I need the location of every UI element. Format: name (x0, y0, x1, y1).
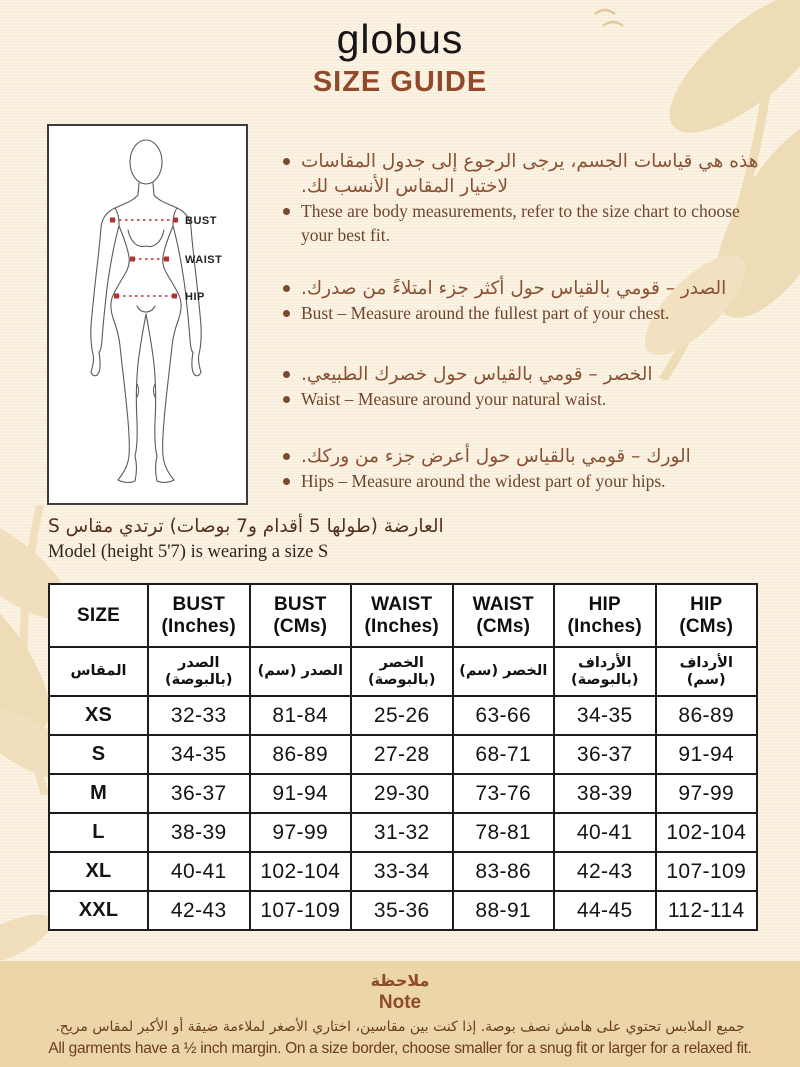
column-header: HIP (CMs) (656, 584, 758, 647)
column-header: BUST (Inches) (148, 584, 250, 647)
size-label-cell: XL (49, 852, 148, 891)
note-title-ar: ملاحظة (370, 971, 430, 990)
instructions-list (283, 149, 763, 522)
bullet-icon (283, 453, 290, 460)
measurement-cell: 34-35 (554, 696, 656, 735)
column-header-ar: الخصر (بالبوصة) (351, 647, 453, 696)
size-table-head (49, 584, 757, 696)
table-row (49, 813, 757, 852)
measurement-cell: 40-41 (148, 852, 250, 891)
brand-logo: globus (336, 16, 464, 62)
instruction-hips-ar: الورك – قومي بالقياس حول أعرض جزء من وركك. (301, 446, 691, 467)
model-note-en: Model (height 5'7) is wearing a size S (48, 542, 329, 562)
measurement-cell: 91-94 (656, 735, 758, 774)
column-header: BUST (CMs) (250, 584, 352, 647)
measurement-cell: 86-89 (250, 735, 352, 774)
measurement-cell: 102-104 (656, 813, 758, 852)
column-header-ar: الخصر (سم) (453, 647, 555, 696)
bullet-icon (283, 285, 290, 292)
instruction-hips (283, 444, 763, 493)
table-row (49, 696, 757, 735)
bullet-icon (283, 371, 290, 378)
bullet-icon (283, 478, 290, 485)
column-header-ar: الصدر (بالبوصة) (148, 647, 250, 696)
measurement-cell: 63-66 (453, 696, 555, 735)
instruction-bust-ar: الصدر – قومي بالقياس حول أكثر جزء امتلاءً من صدرك. (301, 278, 727, 299)
size-table (48, 583, 758, 931)
size-label-cell: L (49, 813, 148, 852)
instruction-general-en: These are body measurements, refer to the size chart to choose your best fit. (301, 201, 740, 245)
size-label-cell: S (49, 735, 148, 774)
header (0, 16, 800, 99)
model-note-ar: العارضة (طولها 5 أقدام و7 بوصات) ترتدي مقاس S (48, 516, 444, 537)
waist-label: WAIST (185, 254, 223, 266)
bullet-icon (283, 208, 290, 215)
measurement-cell: 68-71 (453, 735, 555, 774)
column-header-ar: الأرداف (سم) (656, 647, 758, 696)
measurement-cell: 33-34 (351, 852, 453, 891)
measurement-cell: 86-89 (656, 696, 758, 735)
column-header: WAIST (Inches) (351, 584, 453, 647)
size-label-cell: XS (49, 696, 148, 735)
measurement-cell: 36-37 (554, 735, 656, 774)
column-header: SIZE (49, 584, 148, 647)
measurement-cell: 73-76 (453, 774, 555, 813)
measurement-cell: 35-36 (351, 891, 453, 930)
size-table-body (49, 696, 757, 930)
measurement-cell: 32-33 (148, 696, 250, 735)
measurement-cell: 25-26 (351, 696, 453, 735)
instruction-general-ar: هذه هي قياسات الجسم، يرجى الرجوع إلى جدول المقاسات لاختيار المقاس الأنسب لك. (301, 151, 759, 197)
measurement-cell: 78-81 (453, 813, 555, 852)
measurement-cell: 44-45 (554, 891, 656, 930)
instruction-general (283, 149, 763, 247)
size-label-cell: XXL (49, 891, 148, 930)
column-header-ar: الأرداف (بالبوصة) (554, 647, 656, 696)
measurement-cell: 27-28 (351, 735, 453, 774)
table-row (49, 852, 757, 891)
bust-label: BUST (185, 215, 217, 227)
instruction-bust (283, 276, 763, 325)
measurement-cell: 38-39 (554, 774, 656, 813)
hip-label: HIP (185, 291, 205, 303)
note-body-ar: جميع الملابس تحتوي على هامش نصف بوصة. إذا كنت بين مقاسين، اختاري الأصغر لملاءمة ضيقة أو الأكبر لمقاس مريح. (55, 1019, 745, 1035)
size-table-section (48, 583, 758, 931)
bullet-icon (283, 310, 290, 317)
measurement-cell: 29-30 (351, 774, 453, 813)
instruction-hips-en: Hips – Measure around the widest part of your hips. (301, 471, 666, 491)
table-row (49, 891, 757, 930)
measurement-cell: 42-43 (148, 891, 250, 930)
measurement-cell: 40-41 (554, 813, 656, 852)
instruction-waist-ar: الخصر – قومي بالقياس حول خصرك الطبيعي. (301, 364, 653, 385)
measurement-cell: 31-32 (351, 813, 453, 852)
bullet-icon (283, 396, 290, 403)
measurement-cell: 97-99 (250, 813, 352, 852)
page-title: SIZE GUIDE (312, 66, 488, 98)
size-label-cell: M (49, 774, 148, 813)
column-header-ar: المقاس (49, 647, 148, 696)
measurement-cell: 102-104 (250, 852, 352, 891)
column-header-ar: الصدر (سم) (250, 647, 352, 696)
measurement-cell: 107-109 (656, 852, 758, 891)
instruction-bust-en: Bust – Measure around the fullest part of your chest. (301, 303, 670, 323)
measurement-cell: 34-35 (148, 735, 250, 774)
measurement-cell: 38-39 (148, 813, 250, 852)
table-row (49, 735, 757, 774)
column-header: WAIST (CMs) (453, 584, 555, 647)
measurement-cell: 97-99 (656, 774, 758, 813)
column-header: HIP (Inches) (554, 584, 656, 647)
measurement-cell: 107-109 (250, 891, 352, 930)
model-note (48, 514, 568, 564)
instruction-waist (283, 362, 763, 411)
measurement-cell: 112-114 (656, 891, 758, 930)
note-title-en: Note (378, 992, 422, 1013)
body-figure-box (47, 124, 248, 505)
note-body-en: All garments have a ½ inch margin. On a size border, choose smaller for a snug fit or larger for a relaxed fit. (48, 1040, 752, 1057)
table-row (49, 774, 757, 813)
measurement-cell: 42-43 (554, 852, 656, 891)
footer-note-band (0, 961, 800, 1067)
measurement-cell: 83-86 (453, 852, 555, 891)
body-figure-illustration (49, 126, 246, 503)
measurement-cell: 91-94 (250, 774, 352, 813)
measurement-cell: 88-91 (453, 891, 555, 930)
measurement-cell: 36-37 (148, 774, 250, 813)
measurement-cell: 81-84 (250, 696, 352, 735)
instruction-waist-en: Waist – Measure around your natural waist. (301, 389, 607, 409)
bullet-icon (283, 158, 290, 165)
